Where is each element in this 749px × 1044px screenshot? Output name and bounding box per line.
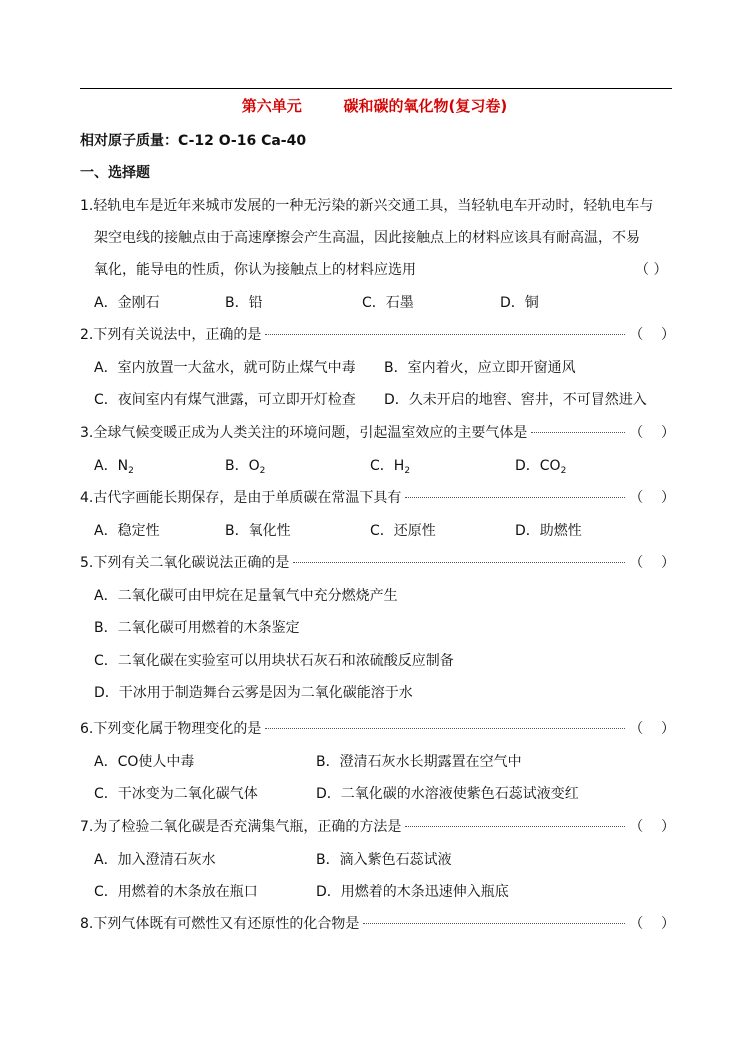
q4-option-a: A．稳定性 — [94, 523, 160, 539]
q4-leader-dots — [405, 497, 625, 498]
q7-leader-dots — [405, 826, 625, 827]
section-heading: 一、选择题 — [80, 165, 150, 181]
q1-option-b: B．铅 — [225, 295, 263, 311]
q8-leader-dots — [363, 923, 625, 924]
q7-answer-paren: （ ） — [629, 819, 675, 835]
q1-option-a: A．金刚石 — [94, 295, 160, 311]
q4-option-d: D．助燃性 — [515, 523, 582, 539]
q5-leader-dots — [293, 562, 625, 563]
q3-stem — [80, 422, 675, 442]
q5-option-b: B．二氧化碳可用燃着的木条鉴定 — [94, 620, 300, 636]
q5-answer-paren: （ ） — [629, 555, 675, 571]
q6-answer-paren: （ ） — [629, 721, 675, 737]
q5-text: 5.下列有关二氧化碳说法正确的是 — [80, 555, 290, 571]
q1-option-d: D．铜 — [500, 295, 539, 311]
q5-stem — [80, 552, 675, 572]
q2-answer-paren: （ ） — [629, 327, 675, 343]
q4-option-b: B．氧化性 — [225, 523, 291, 539]
q7-stem — [80, 816, 675, 836]
q4-answer-paren: （ ） — [629, 490, 675, 506]
q6-leader-dots — [265, 728, 625, 729]
q8-stem — [80, 913, 675, 933]
q2-option-a: A．室内放置一大盆水，就可防止煤气中毒 — [94, 360, 356, 376]
q7-option-c: C．用燃着的木条放在瓶口 — [94, 884, 258, 900]
q3-leader-dots — [531, 432, 625, 433]
q3-option-d: D．$CO_2$ — [515, 458, 567, 476]
q7-option-b: B．滴入紫色石蕊试液 — [316, 852, 452, 868]
q7-option-d: D．用燃着的木条迅速伸入瓶底 — [316, 884, 509, 900]
q6-option-a: A．CO使人中毒 — [94, 754, 195, 770]
q1-option-c: C．石墨 — [362, 295, 414, 311]
q4-text: 4.古代字画能长期保存，是由于单质碳在常温下具有 — [80, 490, 402, 506]
q6-option-d: D．二氧化碳的水溶液使紫色石蕊试液变红 — [316, 786, 579, 802]
q2-option-c: C．夜间室内有煤气泄露，可立即开灯检查 — [94, 392, 356, 408]
q5-option-d: D．干冰用于制造舞台云雾是因为二氧化碳能溶于水 — [94, 685, 413, 701]
q6-text: 6.下列变化属于物理变化的是 — [80, 721, 262, 737]
q5-option-a: A．二氧化碳可由甲烷在足量氧气中充分燃烧产生 — [94, 588, 398, 604]
q1-answer-paren: （ ） — [635, 262, 668, 278]
q6-option-c: C．干冰变为二氧化碳气体 — [94, 786, 258, 802]
q3-text: 3.全球气候变暖正成为人类关注的环境问题，引起温室效应的主要气体是 — [80, 425, 528, 441]
q6-stem — [80, 718, 675, 738]
q2-text: 2.下列有关说法中，正确的是 — [80, 327, 262, 343]
q7-option-a: A．加入澄清石灰水 — [94, 852, 216, 868]
q1-line1: 1.轻轨电车是近年来城市发展的一种无污染的新兴交通工具，当轻轨电车开动时，轻轨电车与 — [80, 198, 654, 214]
q3-option-a: A．$N_2$ — [94, 458, 134, 476]
q8-answer-paren: （ ） — [629, 916, 675, 932]
q3-answer-paren: （ ） — [629, 425, 675, 441]
q2-option-b: B．室内着火，应立即开窗通风 — [384, 360, 576, 376]
q5-option-c: C．二氧化碳在实验室可以用块状石灰石和浓硫酸反应制备 — [94, 653, 454, 669]
q2-leader-dots — [265, 334, 625, 335]
q1-line2: 架空电线的接触点由于高速摩擦会产生高温，因此接触点上的材料应该具有耐高温，不易 — [94, 230, 640, 246]
q1-line3: 氧化，能导电的性质，你认为接触点上的材料应选用 — [94, 262, 416, 278]
header-rule — [80, 88, 672, 89]
page-title: 第六单元 碳和碳的氧化物(复习卷) — [241, 97, 508, 115]
q7-text: 7.为了检验二氧化碳是否充满集气瓶，正确的方法是 — [80, 819, 402, 835]
q3-option-b: B．$O_2$ — [225, 458, 266, 476]
q2-option-d: D．久未开启的地窖、窖井，不可冒然进入 — [384, 392, 647, 408]
q4-option-c: C．还原性 — [370, 523, 436, 539]
q8-text: 8.下列气体既有可燃性又有还原性的化合物是 — [80, 916, 360, 932]
q4-stem — [80, 487, 675, 507]
atomic-mass-line: 相对原子质量：C-12 O-16 Ca-40 — [80, 133, 307, 149]
q2-stem — [80, 324, 675, 344]
q3-option-c: C．$H_2$ — [370, 458, 411, 476]
q6-option-b: B．澄清石灰水长期露置在空气中 — [316, 754, 522, 770]
